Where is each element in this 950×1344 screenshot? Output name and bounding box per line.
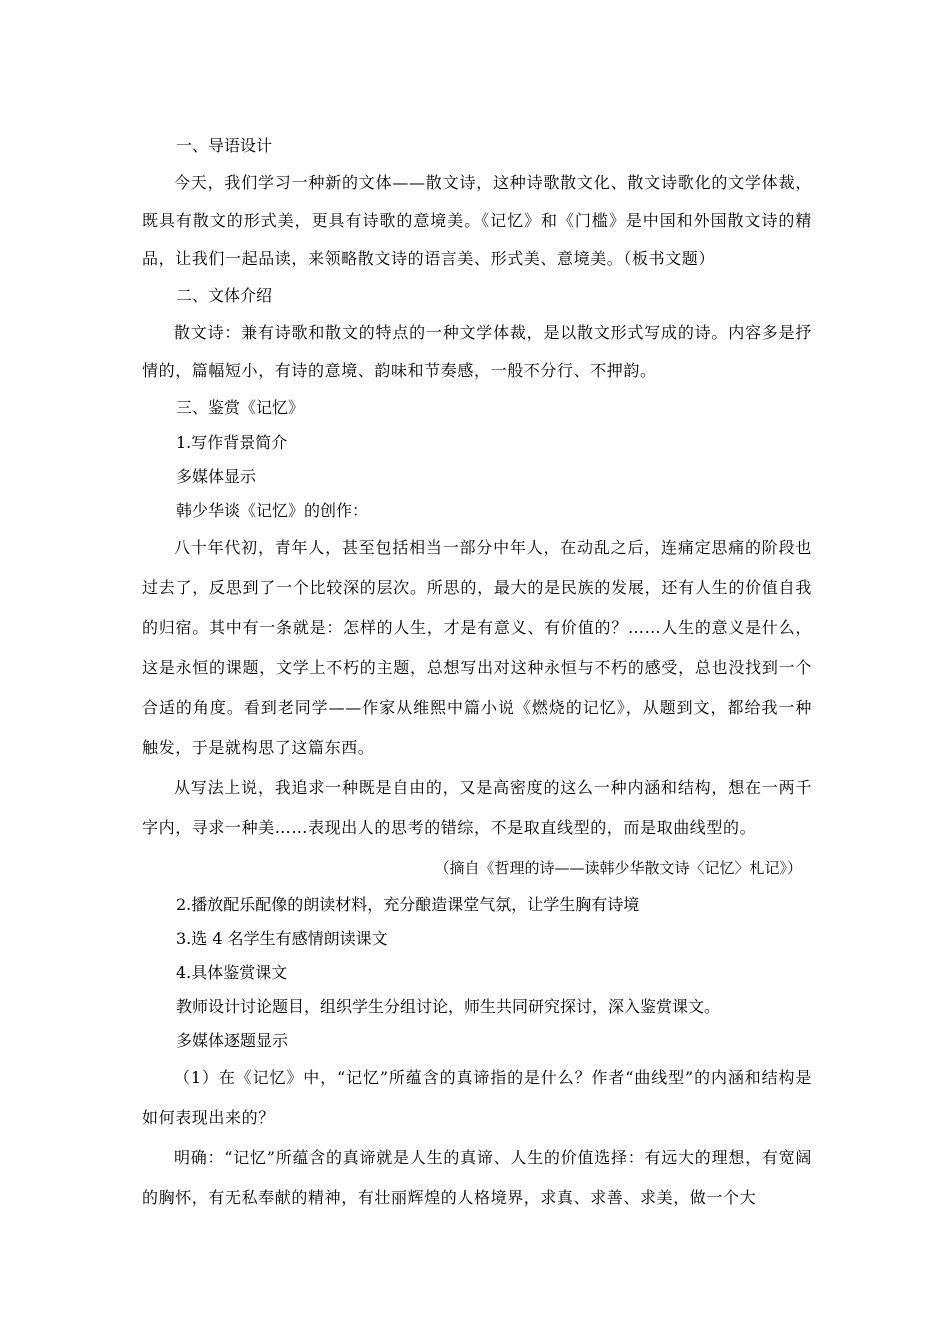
item-multimedia-questions: 多媒体逐题显示: [176, 1031, 289, 1050]
document-body: [142, 128, 812, 1218]
item-student-reading: 3.选 4 名学生有感情朗读课文: [176, 929, 388, 948]
paragraph-quote-2: 从写法上说，我追求一种既是自由的，又是高密度的这么一种内涵和结构，想在一两千字内，寻求一种美……表现出人的思考的错综，不是取直线型的，而是取曲线型的。: [142, 778, 812, 837]
item-multimedia: 多媒体显示: [176, 467, 257, 486]
item-background: 1.写作背景简介: [176, 433, 288, 452]
item-author-talk: 韩少华谈《记忆》的创作：: [176, 501, 369, 520]
section-heading-intro: 一、导语设计: [176, 136, 273, 155]
item-detailed-appreciation: 4.具体鉴赏课文: [176, 963, 288, 982]
paragraph-answer-1: 明确：“记忆”所蕴含的真谛就是人生的真谛、人生的价值选择：有远大的理想，有宽阔的胸怀，有无私奉献的精神，有壮丽辉煌的人格境界，求真、求善、求美，做一个大: [142, 1148, 812, 1207]
section-heading-genre: 二、文体介绍: [176, 286, 273, 305]
paragraph-genre: 散文诗：兼有诗歌和散文的特点的一种文学体裁，是以散文形式写成的诗。内容多是抒情的，篇幅短小，有诗的意境、韵味和节奏感，一般不分行、不押韵。: [142, 323, 812, 380]
paragraph-question-1: （1）在《记忆》中，“记忆”所蕴含的真谛指的是什么？作者“曲线型”的内涵和结构是如何表现出来的？: [142, 1068, 812, 1127]
paragraph-intro: 今天，我们学习一种新的文体——散文诗，这种诗歌散文化、散文诗歌化的文学体裁，既具有散文的形式美，更具有诗歌的意境美。《记忆》和《门槛》是中国和外国散文诗的精品，让我们一起品读，来领略散文诗的语言美、形式美、意境美。（板书文题）: [142, 173, 812, 268]
paragraph-quote-1: 八十年代初，青年人，甚至包括相当一部分中年人，在动乱之后，连痛定思痛的阶段也过去了，反思到了一个比较深的层次。所思的，最大的是民族的发展，还有人生的价值自我的归宿。其中有一条就是：怎样的人生，才是有意义、有价值的？……人生的意义是什么，这是永恒的课题，文学上不朽的主题，总想写出对这种永恒与不朽的感受，总也没找到一个合适的角度。看到老同学——作家从维熙中篇小说《燃烧的记忆》，从题到文，都给我一种触发，于是就构思了这篇东西。: [142, 538, 812, 757]
item-reading-material: 2.播放配乐配像的朗读材料，充分酿造课堂气氛，让学生胸有诗境: [176, 895, 640, 914]
item-teacher-design: 教师设计讨论题目，组织学生分组讨论，师生共同研究探讨，深入鉴赏课文。: [176, 997, 721, 1016]
section-heading-appreciation: 三、鉴赏《记忆》: [176, 398, 305, 417]
quote-source: （摘自《哲理的诗——读韩少华散文诗〈记忆〉札记》）: [434, 859, 802, 877]
